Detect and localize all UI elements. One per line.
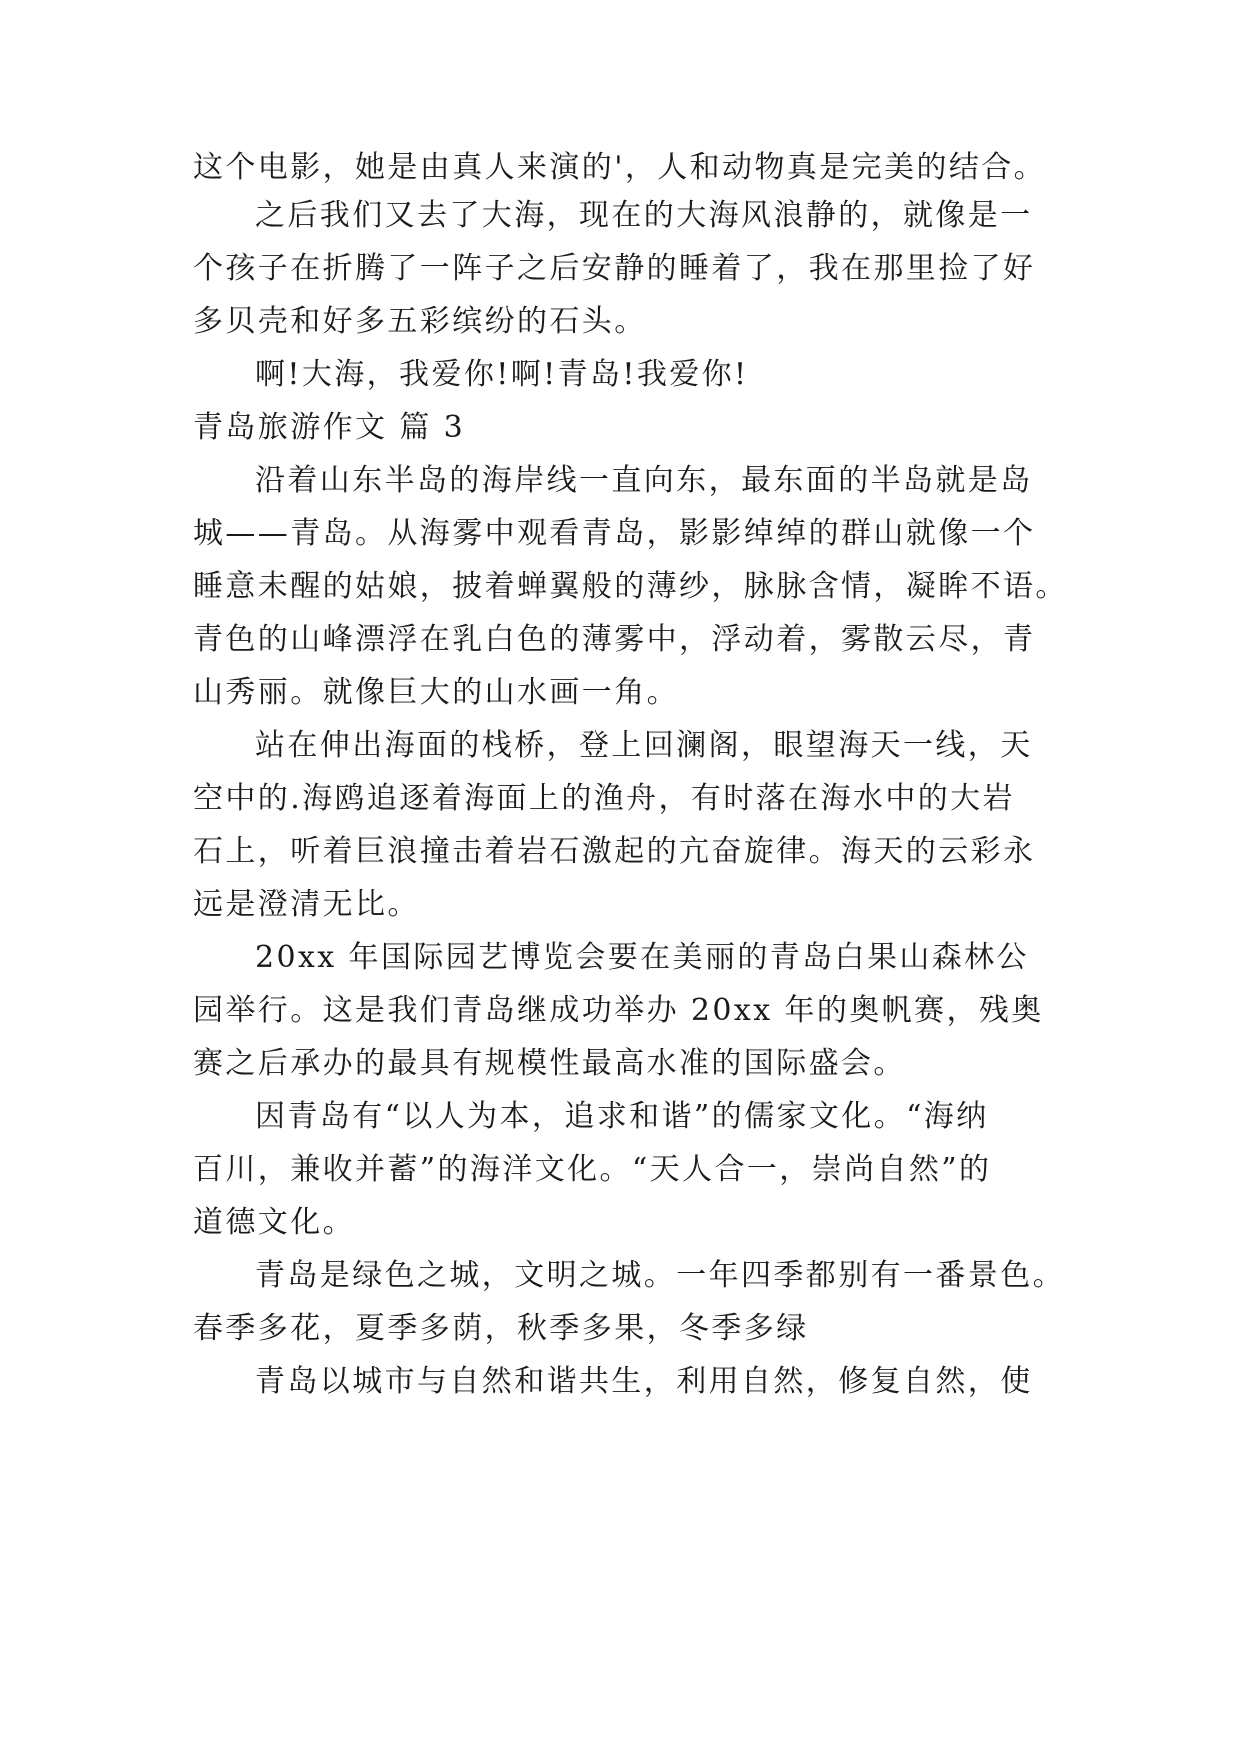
- text-line: 这个电影，她是由真人来演的'，人和动物真是完美的结合。: [193, 150, 1047, 185]
- paragraph-first-line: 青岛是绿色之城，文明之城。一年四季都别有一番景色。: [255, 1258, 1065, 1293]
- text-line: 多贝壳和好多五彩缤纷的石头。: [193, 304, 647, 339]
- paragraph-first-line: 之后我们又去了大海，现在的大海风浪静的，就像是一: [255, 198, 1033, 233]
- text-line: 睡意未醒的姑娘，披着蝉翼般的薄纱，脉脉含情，凝眸不语。: [193, 569, 1068, 604]
- text-line: 春季多花，夏季多荫，秋季多果，冬季多绿: [193, 1311, 809, 1346]
- text-line: 空中的.海鸥追逐着海面上的渔舟，有时落在海水中的大岩: [193, 781, 1015, 816]
- text-line: 园举行。这是我们青岛继成功举办 20xx 年的奥帆赛，残奥: [193, 993, 1044, 1028]
- paragraph-first-line: 青岛以城市与自然和谐共生，利用自然，修复自然，使: [255, 1364, 1033, 1399]
- text-line: 城——青岛。从海雾中观看青岛，影影绰绰的群山就像一个: [193, 516, 1036, 551]
- paragraph-first-line: 20xx 年国际园艺博览会要在美丽的青岛白果山森林公: [255, 940, 1029, 975]
- text-line: 道德文化。: [193, 1205, 355, 1240]
- text-line: 个孩子在折腾了一阵子之后安静的睡着了，我在那里捡了好: [193, 251, 1036, 286]
- paragraph-first-line: 因青岛有“以人为本，追求和谐”的儒家文化。“海纳: [255, 1099, 989, 1134]
- paragraph-first-line: 沿着山东半岛的海岸线一直向东，最东面的半岛就是岛: [255, 463, 1033, 498]
- text-line: 青色的山峰漂浮在乳白色的薄雾中，浮动着，雾散云尽，青: [193, 622, 1036, 657]
- text-line: 石上，听着巨浪撞击着岩石激起的亢奋旋律。海天的云彩永: [193, 834, 1036, 869]
- section-heading: 青岛旅游作文 篇 3: [193, 410, 466, 445]
- text-line: 百川，兼收并蓄”的海洋文化。“天人合一，崇尚自然”的: [193, 1152, 992, 1187]
- text-line: 远是澄清无比。: [193, 887, 420, 922]
- text-line: 山秀丽。就像巨大的山水画一角。: [193, 675, 679, 710]
- text-line: 赛之后承办的最具有规模性最高水准的国际盛会。: [193, 1046, 906, 1081]
- paragraph-first-line: 站在伸出海面的栈桥，登上回澜阁，眼望海天一线，天: [255, 728, 1033, 763]
- paragraph-first-line: 啊!大海，我爱你!啊!青岛!我爱你!: [255, 357, 749, 392]
